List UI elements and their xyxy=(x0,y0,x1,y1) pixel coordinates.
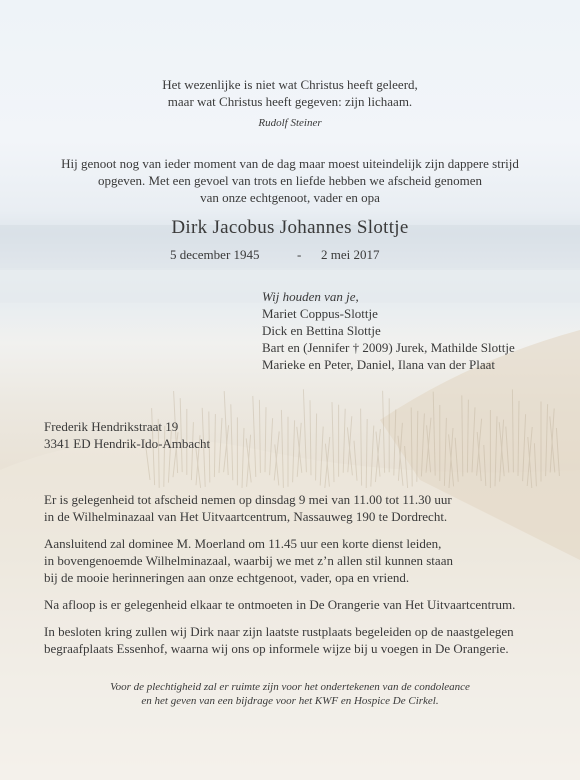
footer-line-2: en het geven van een bijdrage voor het KWF en Hospice De Cirkel. xyxy=(141,695,439,707)
intro-line-3: van onze echtgenoot, vader en opa xyxy=(200,190,380,205)
intro-line-1: Hij genoot nog van ieder moment van de dag maar moest uiteindelijk zijn dappere strijd xyxy=(61,156,519,171)
grass-blade xyxy=(343,409,345,473)
quote-line-2: maar wat Christus heeft gegeven: zijn lichaam. xyxy=(167,94,413,109)
quote-author: Rudolf Steiner xyxy=(258,117,322,129)
footer-line-1: Voor de plechtigheid zal er ruimte zijn voor het ondertekenen van de condoleance xyxy=(110,681,470,693)
grass-blade xyxy=(383,391,385,473)
service-line-2: in bovengenoemde Wilhelminazaal, waarbij we met z’n allen stil kunnen staan xyxy=(44,553,453,568)
birth-date: 5 december 1945 xyxy=(170,247,260,262)
address-city: 3341 ED Hendrik-Ido-Ambacht xyxy=(44,436,211,451)
deceased-name: Dirk Jacobus Johannes Slottje xyxy=(171,217,409,238)
service-line-3: bij de mooie herinneringen aan onze echtgenoot, vader, opa en vriend. xyxy=(44,570,410,585)
burial-line-1: In besloten kring zullen wij Dirk naar zijn laatste rustplaats begeleiden op de naastgelegen xyxy=(44,624,514,639)
address-street: Frederik Hendrikstraat 19 xyxy=(44,419,179,434)
intro-line-2: opgeven. Met een gevoel van trots en liefde hebben we afscheid genomen xyxy=(97,173,483,188)
quote-line-1: Het wezenlijke is niet wat Christus heeft geleerd, xyxy=(162,77,418,92)
family-member-line: Marieke en Peter, Daniel, Ilana van der Plaat xyxy=(262,357,496,372)
family-heading: Wij houden van je, xyxy=(262,289,359,304)
burial-line-2: begraafplaats Essenhof, waarna wij ons op informele wijze bij u voegen in De Orangerie. xyxy=(44,641,509,656)
visitation-line-1: Er is gelegenheid tot afscheid nemen op dinsdag 9 mei van 11.00 tot 11.30 uur xyxy=(44,492,452,507)
service-line-1: Aansluitend zal dominee M. Moerland om 11.45 uur een korte dienst leiden, xyxy=(44,536,442,551)
reception-line: Na afloop is er gelegenheid elkaar te ontmoeten in De Orangerie van Het Uitvaartcentrum. xyxy=(44,597,516,612)
death-date: 2 mei 2017 xyxy=(321,247,380,262)
date-separator: - xyxy=(297,247,302,262)
family-member-line: Mariet Coppus-Slottje xyxy=(262,306,378,321)
visitation-line-2: in de Wilhelminazaal van Het Uitvaartcentrum, Nassauweg 190 te Dordrecht. xyxy=(44,509,448,524)
family-member-line: Bart en (Jennifer † 2009) Jurek, Mathilde Slottje xyxy=(262,340,515,355)
family-member-line: Dick en Bettina Slottje xyxy=(262,323,381,338)
